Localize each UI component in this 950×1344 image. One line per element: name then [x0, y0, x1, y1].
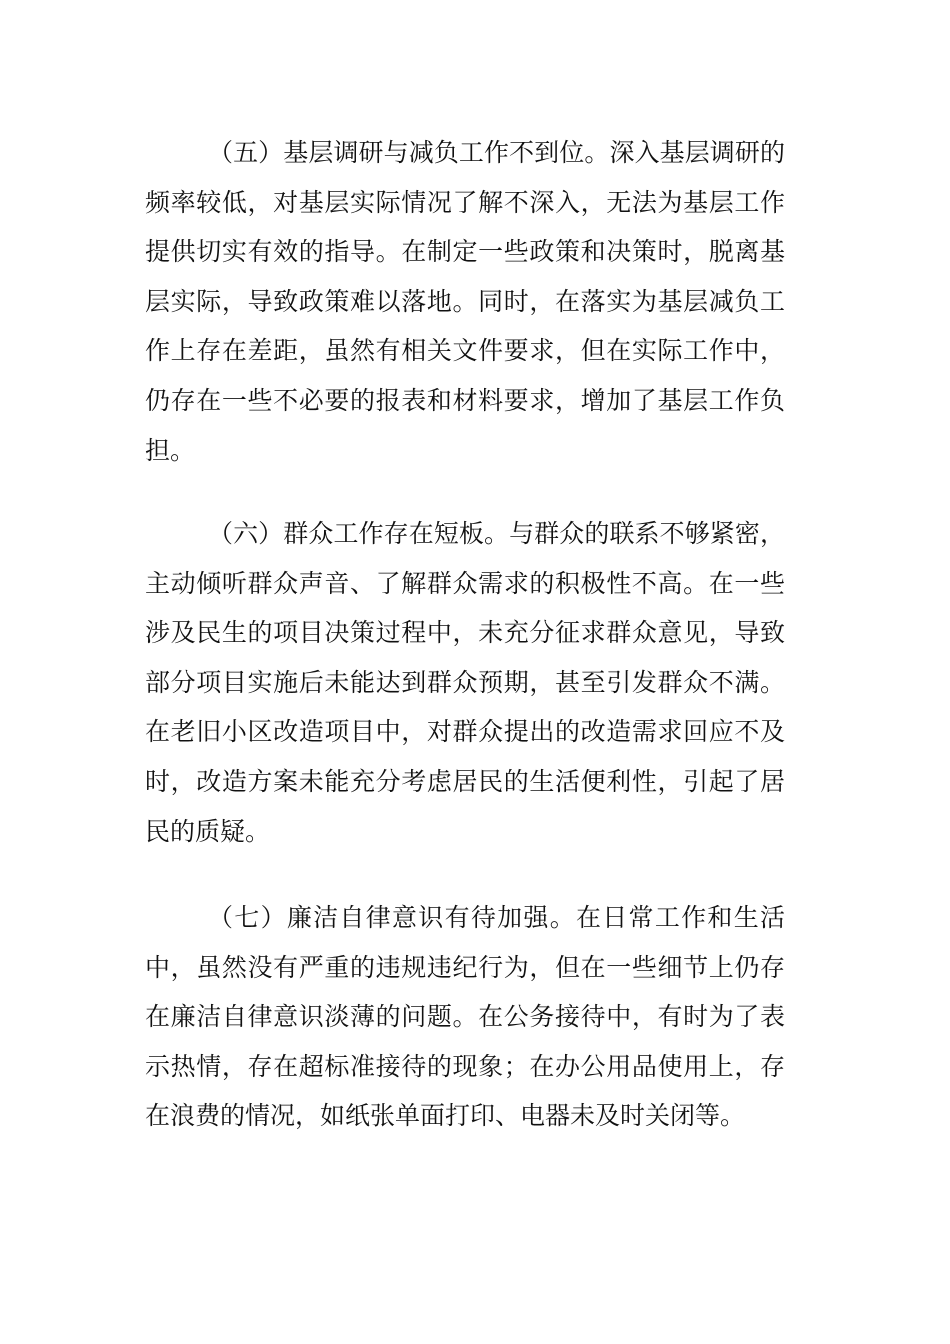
paragraph-section-5: （五）基层调研与减负工作不到位。深入基层调研的频率较低，对基层实际情况了解不深入，无法为基层工作提供切实有效的指导。在制定一些政策和决策时，脱离基层实际，导致政策难以落地。同时，在落实为基层减负工作上存在差距，虽然有相关文件要求，但在实际工作中，仍存在一些不必要的报表和材料要求，增加了基层工作负担。 — [145, 138, 785, 465]
paragraph-section-7: （七）廉洁自律意识有待加强。在日常工作和生活中，虽然没有严重的违规违纪行为，但在一些细节上仍存在廉洁自律意识淡薄的问题。在公务接待中，有时为了表示热情，存在超标准接待的现象；在办公用品使用上，存在浪费的情况，如纸张单面打印、电器未及时关闭等。 — [145, 903, 785, 1131]
paragraph-section-6: （六）群众工作存在短板。与群众的联系不够紧密，主动倾听群众声音、了解群众需求的积极性不高。在一些涉及民生的项目决策过程中，未充分征求群众意见，导致部分项目实施后未能达到群众预期，甚至引发群众不满。在老旧小区改造项目中，对群众提出的改造需求回应不及时，改造方案未能充分考虑居民的生活便利性，引起了居民的质疑。 — [145, 519, 785, 846]
